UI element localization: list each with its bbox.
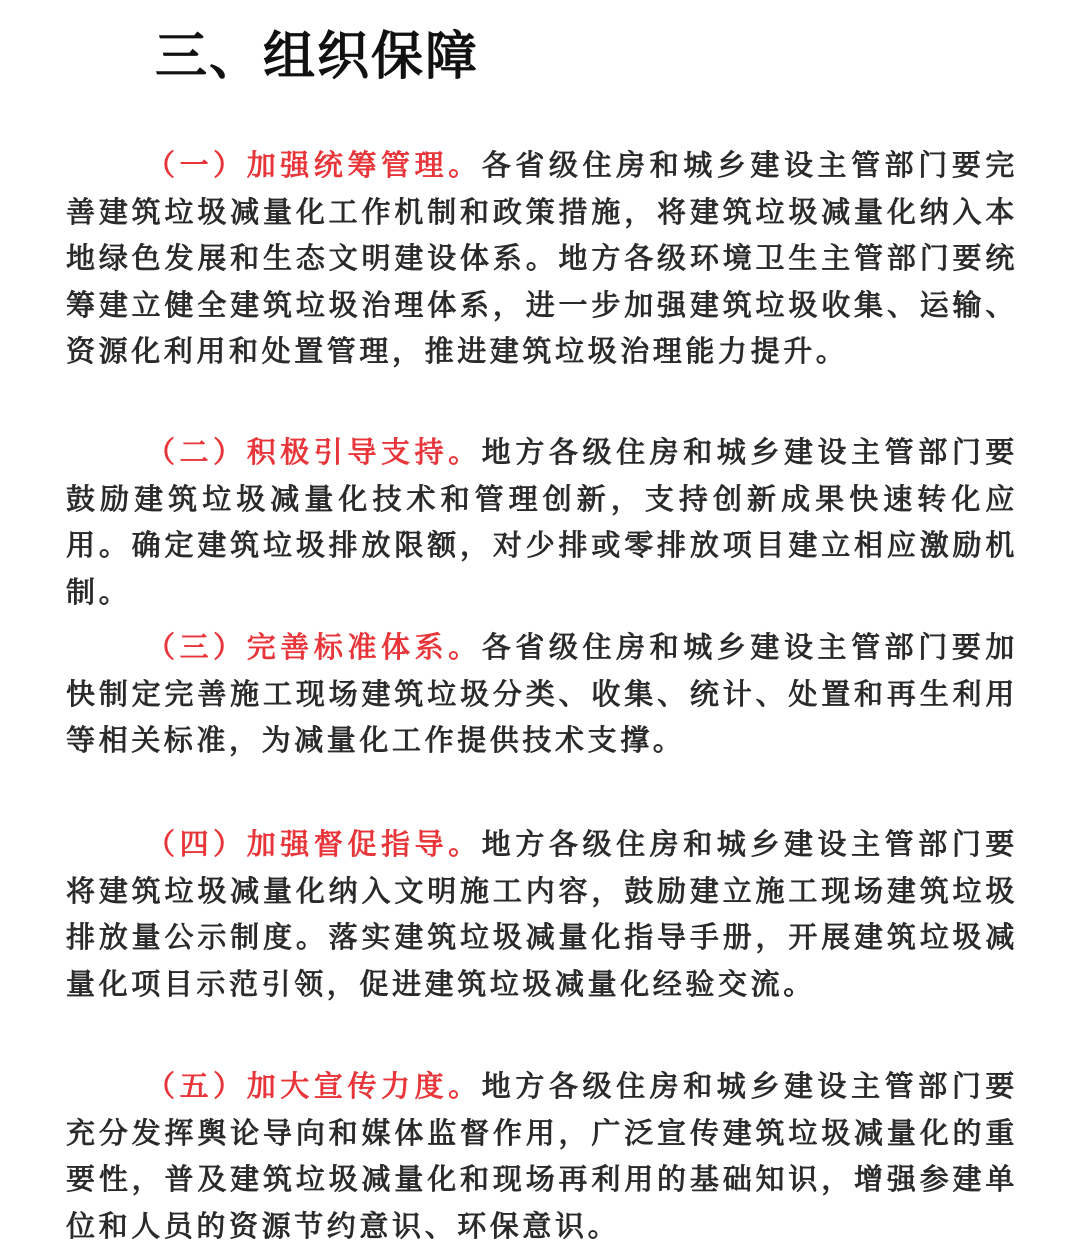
paragraph-body: 地方各级住房和城乡建设主管部门要将建筑垃圾减量化纳入文明施工内容，鼓励建立施工现场建筑垃圾排放量公示制度。落实建筑垃圾减量化指导手册，开展建筑垃圾减量化项目示范引领，促进建筑垃圾减量化经验交流。 (66, 827, 1018, 1001)
section-title: 三、组织保障 (155, 26, 480, 87)
paragraph-standards-system (66, 624, 1018, 764)
paragraph-publicity (66, 1063, 1018, 1249)
paragraph-body: 地方各级住房和城乡建设主管部门要充分发挥舆论导向和媒体监督作用，广泛宣传建筑垃圾减量化的重要性，普及建筑垃圾减量化和现场再利用的基础知识，增强参建单位和人员的资源节约意识、环保意识。 (66, 1069, 1018, 1243)
paragraph-heading: （三）完善标准体系。 (146, 630, 482, 664)
paragraph-heading: （五）加大宣传力度。 (146, 1069, 482, 1103)
paragraph-guidance-support (66, 429, 1018, 615)
paragraph-body: 各省级住房和城乡建设主管部门要加快制定完善施工现场建筑垃圾分类、收集、统计、处置和再生利用等相关标准，为减量化工作提供技术支撑。 (66, 630, 1018, 757)
paragraph-supervision-guidance (66, 821, 1018, 1007)
paragraph-heading: （二）积极引导支持。 (146, 435, 482, 469)
paragraph-coordination-management (66, 142, 1018, 375)
paragraph-body: 各省级住房和城乡建设主管部门要完善建筑垃圾减量化工作机制和政策措施，将建筑垃圾减量化纳入本地绿色发展和生态文明建设体系。地方各级环境卫生主管部门要统筹建立健全建筑垃圾治理体系，进一步加强建筑垃圾收集、运输、资源化利用和处置管理，推进建筑垃圾治理能力提升。 (66, 148, 1018, 368)
paragraph-heading: （四）加强督促指导。 (146, 827, 482, 861)
paragraph-heading: （一）加强统筹管理。 (146, 148, 482, 182)
paragraph-body: 地方各级住房和城乡建设主管部门要鼓励建筑垃圾减量化技术和管理创新，支持创新成果快速转化应用。确定建筑垃圾排放限额，对少排或零排放项目建立相应激励机制。 (66, 435, 1018, 609)
